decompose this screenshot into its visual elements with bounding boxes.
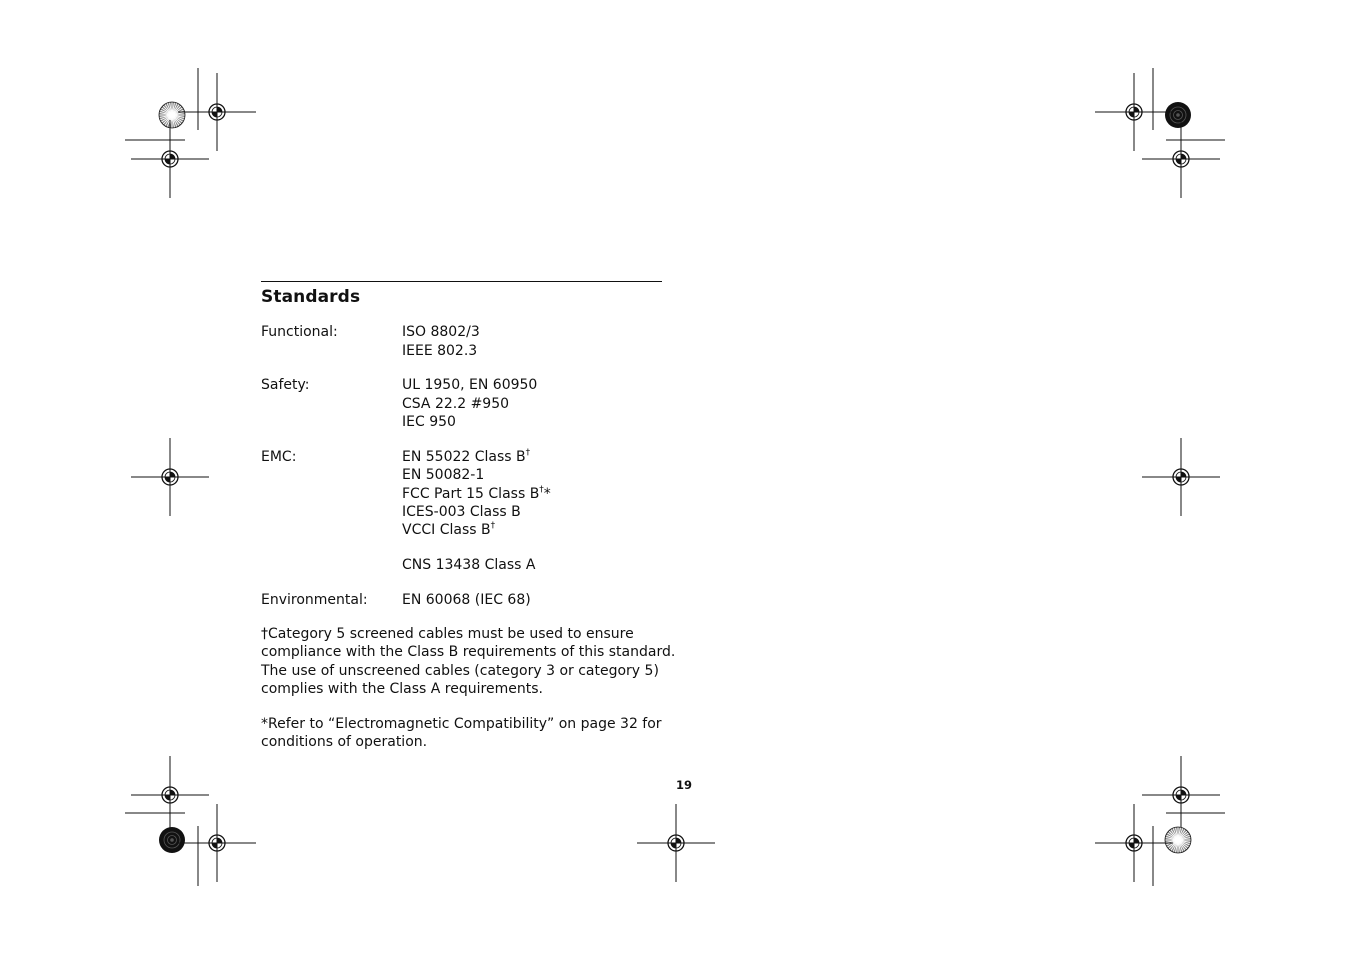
- footnote-line: complies with the Class A requirements.: [261, 681, 543, 697]
- asterisk-mark: *: [543, 486, 551, 502]
- starburst-icon: [1165, 102, 1191, 128]
- crosshair-circle-icon: [178, 804, 256, 882]
- safety-value: UL 1950, EN 60950: [402, 377, 538, 393]
- crosshair-circle-icon: [131, 120, 209, 198]
- emc-value: [402, 448, 530, 466]
- environmental-value: EN 60068 (IEC 68): [402, 592, 531, 608]
- emc-value: ICES-003 Class B: [402, 504, 521, 520]
- dagger-mark: †: [539, 485, 544, 495]
- emc-value-text: EN 55022 Class B: [402, 449, 526, 465]
- section-title: Standards: [261, 287, 361, 307]
- footnote-line: conditions of operation.: [261, 734, 428, 750]
- crop-mark-top-left: [125, 68, 198, 140]
- emc-value-text: FCC Part 15 Class B: [402, 486, 540, 502]
- footnote-line: The use of unscreened cables (category 3 or category 5): [261, 663, 659, 679]
- footnote-line: compliance with the Class B requirements of this standard.: [261, 644, 676, 660]
- crop-mark-top-right: [1153, 68, 1225, 140]
- section-rule: [261, 281, 662, 282]
- emc-value: EN 50082-1: [402, 467, 485, 483]
- emc-value: CNS 13438 Class A: [402, 557, 536, 573]
- crop-mark-bottom-right: [1153, 813, 1225, 886]
- dagger-mark: †: [525, 448, 531, 458]
- dagger-mark: †: [490, 521, 496, 531]
- emc-value-text: VCCI Class B: [402, 522, 491, 538]
- emc-value: [402, 521, 495, 539]
- crosshair-circle-icon: [131, 438, 209, 516]
- crosshair-circle-icon: [131, 756, 209, 834]
- starburst-icon: [159, 827, 185, 853]
- crop-mark-bottom-left: [125, 813, 198, 886]
- emc-value: [402, 485, 551, 503]
- crosshair-circle-icon: [1142, 438, 1220, 516]
- starburst-icon: [1165, 827, 1191, 853]
- safety-label: Safety:: [261, 377, 310, 393]
- functional-label: Functional:: [261, 324, 338, 340]
- footnote-line: *Refer to “Electromagnetic Compatibility” on page 32 for: [261, 716, 662, 732]
- emc-label: EMC:: [261, 449, 297, 465]
- crosshair-circle-icon: [1142, 756, 1220, 834]
- footnote-line: †Category 5 screened cables must be used to ensure: [261, 626, 634, 642]
- crosshair-circle-icon: [1142, 120, 1220, 198]
- crosshair-circle-icon: [1095, 804, 1173, 882]
- safety-value: CSA 22.2 #950: [402, 396, 510, 412]
- safety-value: IEC 950: [402, 414, 456, 430]
- crosshair-circle-icon: [178, 73, 256, 151]
- environmental-label: Environmental:: [261, 592, 368, 608]
- crosshair-circle-icon: [1095, 73, 1173, 151]
- functional-value: IEEE 802.3: [402, 343, 478, 359]
- starburst-icon: [159, 102, 185, 128]
- page-number: 19: [676, 778, 693, 792]
- functional-value: ISO 8802/3: [402, 324, 480, 340]
- crosshair-circle-icon: [637, 804, 715, 882]
